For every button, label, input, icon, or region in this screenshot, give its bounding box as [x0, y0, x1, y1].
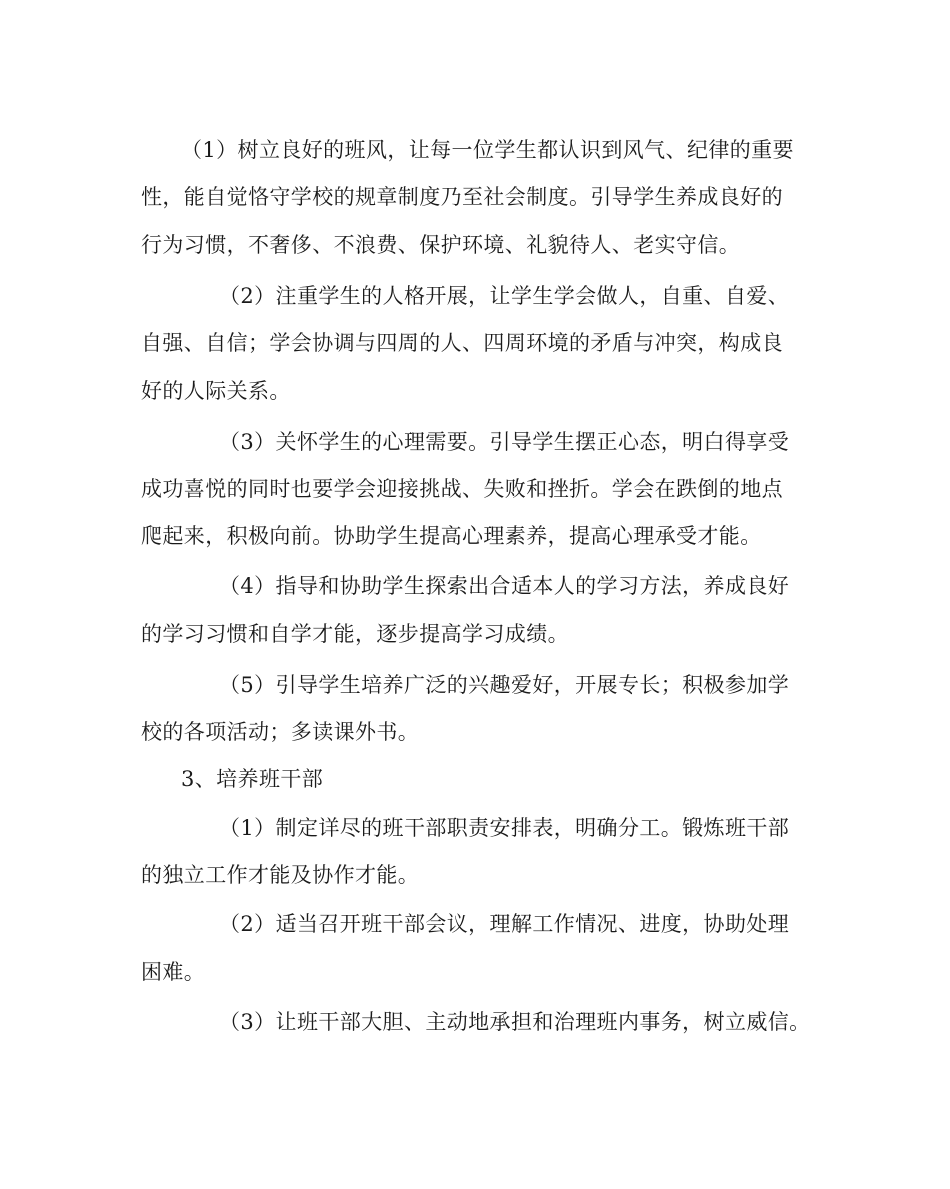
- text-line: （2）适当召开班干部会议，理解工作情况、进度，协助处理: [219, 912, 790, 936]
- text-line: （1）树立良好的班风，让每一位学生都认识到风气、纪律的重要: [181, 138, 794, 162]
- text-line: 校的各项活动；多读课外书。: [141, 720, 420, 744]
- text-line: （2）注重学生的人格开展，让学生学会做人，自重、自爱、: [219, 284, 790, 308]
- text-line: （3）让班干部大胆、主动地承担和治理班内事务，树立威信。: [219, 1010, 811, 1034]
- text-line: 爬起来，积极向前。协助学生提高心理素养，提高心理承受才能。: [141, 524, 762, 548]
- text-line: （4）指导和协助学生探索出合适本人的学习方法，养成良好: [219, 574, 790, 598]
- text-line: 行为习惯，不奢侈、不浪费、保护环境、礼貌待人、老实守信。: [141, 233, 741, 257]
- text-line: 成功喜悦的同时也要学会迎接挑战、失败和挫折。学会在跌倒的地点: [141, 477, 783, 501]
- text-line: （3）关怀学生的心理需要。引导学生摆正心态，明白得享受: [219, 430, 790, 454]
- text-line: （5）引导学生培养广泛的兴趣爱好，开展专长；积极参加学: [219, 673, 790, 697]
- text-line: 困难。: [141, 960, 206, 984]
- text-line: 性，能自觉恪守学校的规章制度乃至社会制度。引导学生养成良好的: [141, 185, 783, 209]
- text-line: 的学习习惯和自学才能，逐步提高学习成绩。: [141, 622, 569, 646]
- text-line: 的独立工作才能及协作才能。: [141, 863, 420, 887]
- section-heading: 3、培养班干部: [181, 767, 324, 791]
- text-line: 好的人际关系。: [141, 379, 291, 403]
- text-line: （1）制定详尽的班干部职责安排表，明确分工。锻炼班干部: [219, 816, 790, 840]
- text-line: 自强、自信；学会协调与四周的人、四周环境的矛盾与冲突，构成良: [141, 331, 783, 355]
